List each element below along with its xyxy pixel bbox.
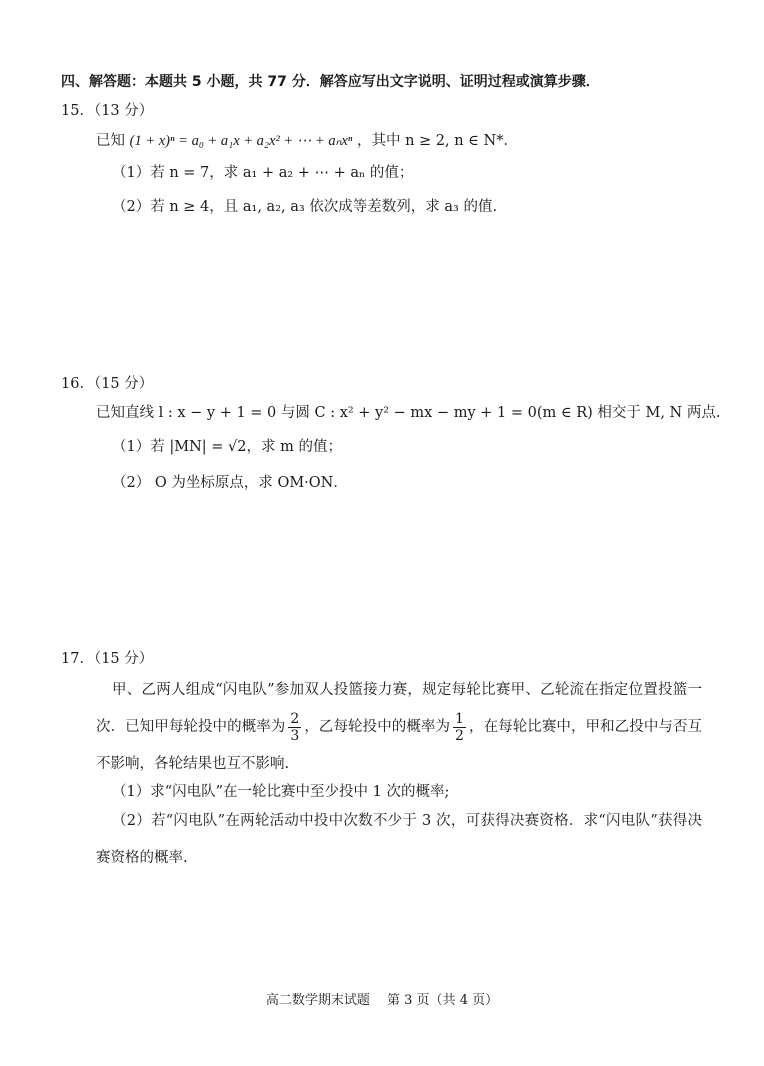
question-16-stem: 已知直线 l : x − y + 1 = 0 与圆 C : x² + y² − mx − my + 1 = 0(m ∈ R) 相交于 M, N 两点. bbox=[96, 405, 721, 421]
page-footer: 高二数学期末试题 第 3 页（共 4 页） bbox=[265, 993, 499, 1008]
fraction-two-thirds bbox=[288, 711, 301, 744]
question-17-paragraph bbox=[96, 672, 702, 783]
question-17-part-1: （1）求“闪电队”在一轮比赛中至少投中 1 次的概率; bbox=[112, 784, 450, 800]
question-17-text-b: ，乙每轮投中的概率为 bbox=[304, 719, 451, 735]
question-17-text-a: 甲、乙两人组成“闪电队”参加双人投篮接力赛，规定每轮比赛甲、乙轮流在指定位置投篮一次．已知甲每轮投中的概率为 bbox=[96, 682, 702, 735]
question-17-text-c: ，在每轮比赛中，甲和乙投中与否互不影响，各轮结果也互不影响. bbox=[96, 719, 703, 772]
question-16-part-1: （1）若 |MN| = √2，求 m 的值； bbox=[112, 439, 342, 455]
question-15-number: 15．（13 分） bbox=[61, 103, 154, 119]
fraction-1-denominator: 3 bbox=[290, 727, 300, 744]
question-15-stem-suffix: ，其中 n ≥ 2, n ∈ N*． bbox=[356, 133, 518, 149]
question-17-part-2: （2）若“闪电队”在两轮活动中投中次数不少于 3 次，可获得决赛资格．求“闪电队”获得决赛资格的概率. bbox=[96, 813, 702, 866]
fraction-1-numerator: 2 bbox=[290, 710, 300, 727]
fraction-2-denominator: 2 bbox=[455, 727, 464, 744]
question-15-stem-prefix: 已知 bbox=[96, 133, 125, 149]
fraction-2-numerator: 1 bbox=[455, 710, 464, 727]
fraction-one-half bbox=[453, 711, 466, 744]
question-16-part-2: （2） O 为坐标原点，求 OM·ON． bbox=[112, 475, 348, 491]
question-15-formula: (1 + x)ⁿ = a₀ + a₁x + a₂x² + ⋯ + aₙxⁿ bbox=[129, 133, 353, 149]
section-header: 四、解答题：本题共 5 小题，共 77 分．解答应写出文字说明、证明过程或演算步骤． bbox=[61, 74, 600, 90]
question-17-number: 17．（15 分） bbox=[61, 651, 154, 667]
question-16-number: 16．（15 分） bbox=[61, 376, 154, 392]
question-15-stem bbox=[96, 131, 518, 151]
question-15-part-1: （1）若 n = 7，求 a₁ + a₂ + ⋯ + aₙ 的值； bbox=[112, 165, 414, 181]
question-15-part-2: （2）若 n ≥ 4，且 a₁, a₂, a₃ 依次成等差数列，求 a₃ 的值. bbox=[112, 199, 498, 215]
